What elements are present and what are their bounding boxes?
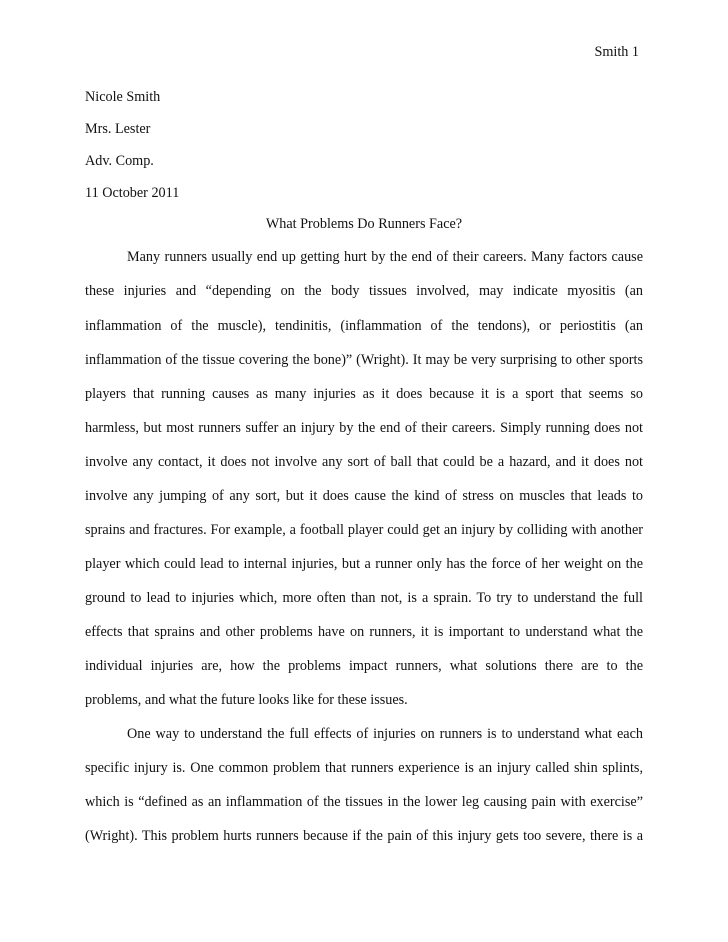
heading-author: Nicole Smith bbox=[85, 89, 161, 105]
paragraph-1-line: these injuries and “depending on the body tissues involved, may indicate myositis (an bbox=[85, 283, 643, 299]
paragraph-1-line: ground to lead to injuries which, more often than not, is a sprain. To try to understand the full bbox=[85, 590, 643, 606]
paragraph-1-line: problems, and what the future looks like for these issues. bbox=[85, 692, 408, 708]
paragraph-2-line: which is “defined as an inflammation of the tissues in the lower leg causing pain with exercise” bbox=[85, 794, 643, 810]
paragraph-1-line: player which could lead to internal injuries, but a runner only has the force of her weight on the bbox=[85, 556, 643, 572]
paragraph-1-line: involve any jumping of any sort, but it does cause the kind of stress on muscles that leads to bbox=[85, 488, 643, 504]
running-head: Smith 1 bbox=[594, 44, 639, 60]
essay-title: What Problems Do Runners Face? bbox=[265, 216, 463, 232]
paragraph-1-line: involve any contact, it does not involve any sort of ball that could be a hazard, and it does not bbox=[85, 454, 643, 470]
paragraph-1-line: individual injuries are, how the problems impact runners, what solutions there are to the bbox=[85, 658, 643, 674]
paragraph-1-line: sprains and fractures. For example, a football player could get an injury by colliding with another bbox=[85, 522, 643, 538]
paragraph-1-line: players that running causes as many injuries as it does because it is a sport that seems so bbox=[85, 386, 643, 402]
paragraph-1-line: harmless, but most runners suffer an injury by the end of their careers. Simply running does not bbox=[85, 420, 643, 436]
paragraph-1-line: inflammation of the muscle), tendinitis, (inflammation of the tendons), or periostitis (an bbox=[85, 318, 643, 334]
paragraph-2-line: (Wright). This problem hurts runners because if the pain of this injury gets too severe, there is a bbox=[85, 828, 643, 844]
paragraph-1-line: Many runners usually end up getting hurt by the end of their careers. Many factors cause bbox=[127, 249, 643, 265]
heading-course: Adv. Comp. bbox=[85, 153, 154, 169]
heading-instructor: Mrs. Lester bbox=[85, 121, 151, 137]
paragraph-2-line: specific injury is. One common problem that runners experience is an injury called shin splints, bbox=[85, 760, 643, 776]
paragraph-1-line: inflammation of the tissue covering the bone)” (Wright). It may be very surprising to other sports bbox=[85, 352, 643, 368]
paragraph-2-line: One way to understand the full effects of injuries on runners is to understand what each bbox=[127, 726, 643, 742]
heading-date: 11 October 2011 bbox=[85, 185, 180, 201]
paragraph-1-line: effects that sprains and other problems have on runners, it is important to understand what the bbox=[85, 624, 643, 640]
